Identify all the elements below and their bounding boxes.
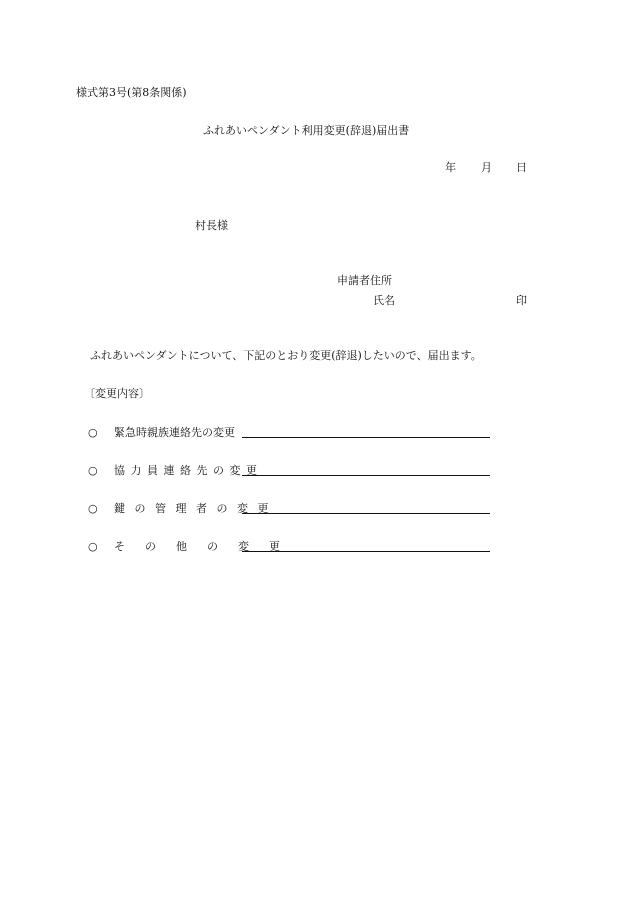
document-title: ふれあいペンダント利用変更(辞退)届出書	[203, 124, 410, 137]
seal-label: 印	[516, 294, 527, 307]
fill-in-line[interactable]	[242, 513, 490, 514]
change-item-other	[88, 538, 490, 554]
date-day-label: 日	[516, 161, 527, 174]
change-item-cooperator-contact	[88, 462, 490, 478]
applicant-name-label: 氏名	[373, 294, 395, 307]
date-year-label: 年	[445, 161, 456, 174]
circle-marker-icon: ○	[88, 464, 98, 477]
section-heading: 〔変更内容〕	[84, 387, 150, 400]
circle-marker-icon: ○	[88, 540, 98, 553]
fill-in-line[interactable]	[242, 475, 490, 476]
body-text: ふれあいペンダントについて、下記のとおり変更(辞退)したいので、届出ます。	[90, 349, 482, 362]
fill-in-line[interactable]	[242, 551, 490, 552]
change-item-label: その他の変更	[114, 540, 300, 553]
change-item-label: 鍵の管理者の変更	[114, 502, 278, 515]
circle-marker-icon: ○	[88, 426, 98, 439]
date-month-label: 月	[481, 161, 492, 174]
applicant-address-label: 申請者住所	[337, 274, 392, 287]
circle-marker-icon: ○	[88, 502, 98, 515]
change-item-key-manager	[88, 500, 490, 516]
change-item-label: 協力員連絡先の変更	[114, 464, 263, 477]
addressee: 村長様	[195, 219, 228, 232]
change-item-emergency-contact	[88, 424, 490, 440]
fill-in-line[interactable]	[242, 437, 490, 438]
form-number: 様式第3号(第8条関係)	[76, 86, 187, 99]
change-item-label: 緊急時親族連絡先の変更	[114, 426, 235, 439]
